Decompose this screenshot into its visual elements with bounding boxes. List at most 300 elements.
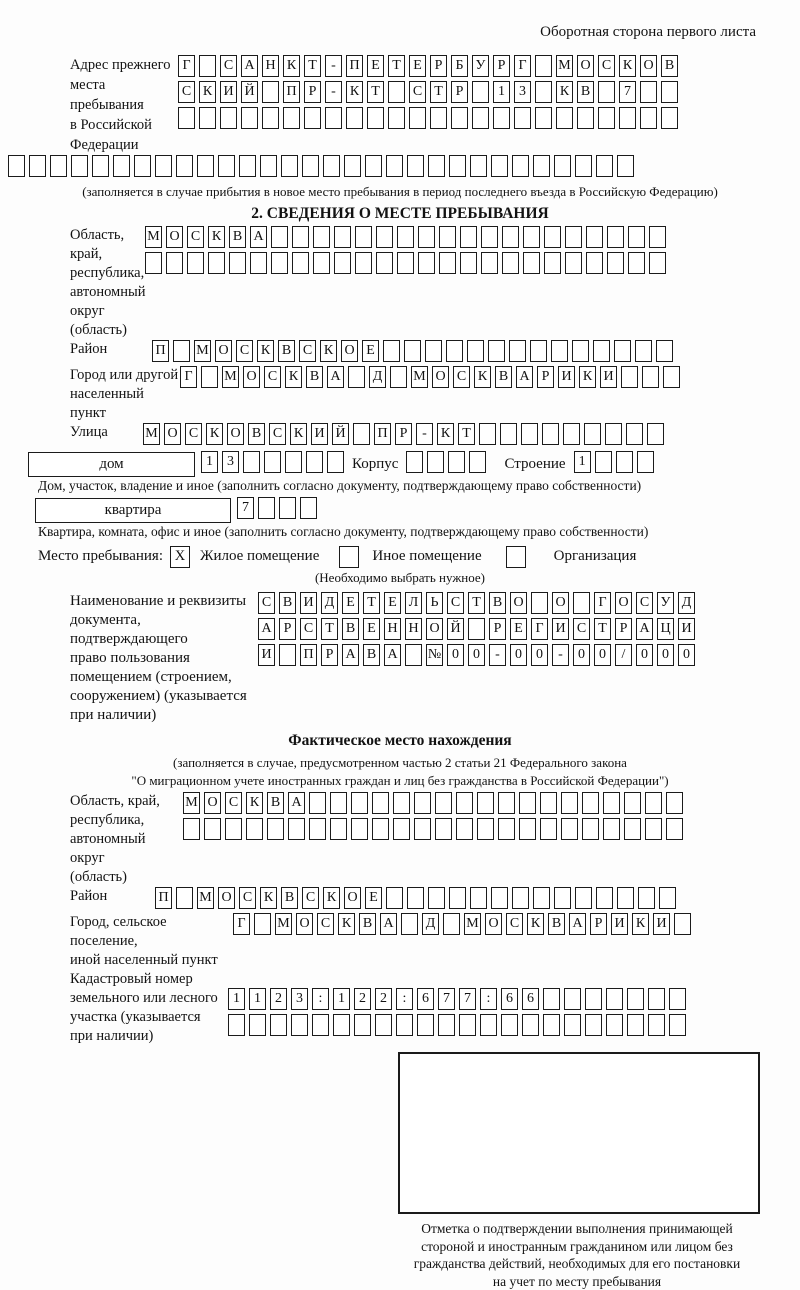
char-cell[interactable]: С <box>453 366 470 388</box>
char-cell[interactable] <box>584 423 601 445</box>
char-cell[interactable]: К <box>199 81 216 103</box>
char-cell[interactable] <box>271 226 288 248</box>
char-cell[interactable] <box>334 226 351 248</box>
char-cell[interactable]: С <box>264 366 281 388</box>
char-cell[interactable]: 2 <box>375 988 392 1010</box>
char-cell[interactable]: А <box>569 913 586 935</box>
char-cell[interactable] <box>586 226 603 248</box>
char-cell[interactable] <box>467 340 484 362</box>
char-cell[interactable] <box>606 1014 623 1036</box>
char-cell[interactable] <box>304 107 321 129</box>
char-cell[interactable]: 6 <box>522 988 539 1010</box>
char-cell[interactable] <box>390 366 407 388</box>
char-cell[interactable] <box>292 226 309 248</box>
char-cell[interactable]: О <box>640 55 657 77</box>
char-cell[interactable]: У <box>657 592 674 614</box>
char-cell[interactable]: С <box>258 592 275 614</box>
char-cell[interactable] <box>407 887 424 909</box>
char-cell[interactable]: О <box>615 592 632 614</box>
char-cell[interactable] <box>435 818 452 840</box>
char-cell[interactable]: Т <box>304 55 321 77</box>
char-cell[interactable] <box>393 792 410 814</box>
char-cell[interactable]: Г <box>178 55 195 77</box>
char-cell[interactable] <box>661 107 678 129</box>
char-cell[interactable]: М <box>464 913 481 935</box>
char-cell[interactable]: О <box>577 55 594 77</box>
char-cell[interactable]: К <box>437 423 454 445</box>
char-cell[interactable] <box>565 252 582 274</box>
char-cell[interactable]: А <box>380 913 397 935</box>
char-cell[interactable] <box>325 107 342 129</box>
char-cell[interactable]: 0 <box>447 644 464 666</box>
char-cell[interactable]: П <box>300 644 317 666</box>
char-cell[interactable]: Н <box>384 618 401 640</box>
char-cell[interactable]: Й <box>447 618 464 640</box>
char-cell[interactable] <box>586 252 603 274</box>
char-cell[interactable] <box>396 1014 413 1036</box>
char-cell[interactable]: И <box>311 423 328 445</box>
char-cell[interactable] <box>323 155 340 177</box>
char-cell[interactable]: К <box>323 887 340 909</box>
char-cell[interactable] <box>523 252 540 274</box>
char-cell[interactable] <box>313 226 330 248</box>
char-cell[interactable] <box>535 55 552 77</box>
char-cell[interactable]: И <box>558 366 575 388</box>
char-cell[interactable]: И <box>300 592 317 614</box>
char-cell[interactable]: И <box>552 618 569 640</box>
char-cell[interactable]: Т <box>367 81 384 103</box>
char-cell[interactable] <box>428 887 445 909</box>
char-cell[interactable]: Г <box>233 913 250 935</box>
char-cell[interactable]: Р <box>537 366 554 388</box>
char-cell[interactable]: 6 <box>501 988 518 1010</box>
char-cell[interactable] <box>409 107 426 129</box>
char-cell[interactable] <box>582 792 599 814</box>
char-cell[interactable] <box>638 887 655 909</box>
char-cell[interactable]: Т <box>321 618 338 640</box>
char-cell[interactable] <box>264 451 281 473</box>
char-cell[interactable] <box>502 252 519 274</box>
char-cell[interactable] <box>564 1014 581 1036</box>
char-cell[interactable] <box>283 107 300 129</box>
char-cell[interactable] <box>243 451 260 473</box>
char-cell[interactable] <box>616 451 633 473</box>
char-cell[interactable] <box>607 252 624 274</box>
char-cell[interactable] <box>225 818 242 840</box>
char-cell[interactable]: Л <box>405 592 422 614</box>
char-cell[interactable] <box>71 155 88 177</box>
char-cell[interactable] <box>603 792 620 814</box>
char-cell[interactable] <box>551 340 568 362</box>
char-cell[interactable]: 2 <box>270 988 287 1010</box>
char-cell[interactable] <box>501 1014 518 1036</box>
char-cell[interactable]: Д <box>321 592 338 614</box>
char-cell[interactable]: К <box>346 81 363 103</box>
char-cell[interactable]: Е <box>363 618 380 640</box>
char-cell[interactable]: - <box>489 644 506 666</box>
char-cell[interactable] <box>554 887 571 909</box>
char-cell[interactable]: В <box>281 887 298 909</box>
char-cell[interactable]: О <box>510 592 527 614</box>
char-cell[interactable] <box>596 155 613 177</box>
char-cell[interactable] <box>197 155 214 177</box>
char-cell[interactable]: И <box>220 81 237 103</box>
char-cell[interactable]: К <box>619 55 636 77</box>
char-cell[interactable] <box>451 107 468 129</box>
char-cell[interactable]: 3 <box>222 451 239 473</box>
char-cell[interactable] <box>519 792 536 814</box>
char-cell[interactable] <box>470 155 487 177</box>
char-cell[interactable]: К <box>246 792 263 814</box>
char-cell[interactable] <box>334 252 351 274</box>
char-cell[interactable] <box>375 1014 392 1036</box>
char-cell[interactable]: А <box>241 55 258 77</box>
char-cell[interactable]: А <box>258 618 275 640</box>
char-cell[interactable] <box>669 1014 686 1036</box>
char-cell[interactable]: : <box>396 988 413 1010</box>
char-cell[interactable] <box>418 226 435 248</box>
char-cell[interactable]: В <box>229 226 246 248</box>
char-cell[interactable] <box>596 887 613 909</box>
char-cell[interactable] <box>459 1014 476 1036</box>
char-cell[interactable] <box>556 107 573 129</box>
char-cell[interactable]: О <box>552 592 569 614</box>
char-cell[interactable]: 7 <box>237 497 254 519</box>
char-cell[interactable] <box>544 252 561 274</box>
char-cell[interactable] <box>300 497 317 519</box>
char-cell[interactable] <box>456 792 473 814</box>
char-cell[interactable] <box>480 1014 497 1036</box>
char-cell[interactable]: Р <box>451 81 468 103</box>
char-cell[interactable]: Р <box>321 644 338 666</box>
char-cell[interactable] <box>493 107 510 129</box>
char-cell[interactable] <box>577 107 594 129</box>
char-cell[interactable] <box>531 592 548 614</box>
char-cell[interactable] <box>438 1014 455 1036</box>
char-cell[interactable] <box>628 252 645 274</box>
char-cell[interactable] <box>540 792 557 814</box>
char-cell[interactable] <box>367 107 384 129</box>
char-cell[interactable] <box>155 155 172 177</box>
char-cell[interactable] <box>348 366 365 388</box>
char-cell[interactable] <box>446 340 463 362</box>
char-cell[interactable] <box>640 107 657 129</box>
char-cell[interactable]: № <box>426 644 443 666</box>
char-cell[interactable] <box>469 451 486 473</box>
char-cell[interactable]: П <box>155 887 172 909</box>
char-cell[interactable] <box>405 644 422 666</box>
char-cell[interactable]: Г <box>514 55 531 77</box>
char-cell[interactable] <box>491 155 508 177</box>
char-cell[interactable]: В <box>342 618 359 640</box>
char-cell[interactable] <box>533 887 550 909</box>
char-cell[interactable] <box>477 818 494 840</box>
char-cell[interactable] <box>254 913 271 935</box>
char-cell[interactable]: С <box>220 55 237 77</box>
char-cell[interactable] <box>29 155 46 177</box>
char-cell[interactable]: П <box>346 55 363 77</box>
char-cell[interactable] <box>635 340 652 362</box>
char-cell[interactable]: К <box>474 366 491 388</box>
char-cell[interactable]: С <box>187 226 204 248</box>
char-cell[interactable] <box>659 887 676 909</box>
char-cell[interactable]: А <box>288 792 305 814</box>
char-cell[interactable] <box>522 1014 539 1036</box>
char-cell[interactable]: - <box>325 81 342 103</box>
char-cell[interactable]: - <box>416 423 433 445</box>
char-cell[interactable]: : <box>480 988 497 1010</box>
char-cell[interactable] <box>279 497 296 519</box>
char-cell[interactable] <box>617 155 634 177</box>
char-cell[interactable] <box>563 423 580 445</box>
char-cell[interactable]: Т <box>458 423 475 445</box>
char-cell[interactable]: Е <box>362 340 379 362</box>
char-cell[interactable]: О <box>204 792 221 814</box>
char-cell[interactable] <box>614 340 631 362</box>
char-cell[interactable] <box>500 423 517 445</box>
char-cell[interactable] <box>166 252 183 274</box>
char-cell[interactable]: М <box>222 366 239 388</box>
char-cell[interactable]: 3 <box>514 81 531 103</box>
char-cell[interactable] <box>606 988 623 1010</box>
char-cell[interactable] <box>603 818 620 840</box>
char-cell[interactable] <box>417 1014 434 1036</box>
char-cell[interactable] <box>582 818 599 840</box>
char-cell[interactable]: П <box>283 81 300 103</box>
char-cell[interactable]: С <box>299 340 316 362</box>
char-cell[interactable]: С <box>178 81 195 103</box>
char-cell[interactable] <box>425 340 442 362</box>
char-cell[interactable] <box>262 81 279 103</box>
char-cell[interactable] <box>439 226 456 248</box>
char-cell[interactable] <box>543 988 560 1010</box>
char-cell[interactable] <box>585 988 602 1010</box>
char-cell[interactable] <box>386 155 403 177</box>
char-cell[interactable]: Е <box>409 55 426 77</box>
residence-type-checkbox-inoe[interactable] <box>339 546 359 568</box>
char-cell[interactable]: 1 <box>201 451 218 473</box>
char-cell[interactable]: О <box>166 226 183 248</box>
char-cell[interactable] <box>472 107 489 129</box>
char-cell[interactable]: С <box>447 592 464 614</box>
char-cell[interactable] <box>595 451 612 473</box>
char-cell[interactable]: В <box>363 644 380 666</box>
char-cell[interactable]: К <box>338 913 355 935</box>
char-cell[interactable] <box>267 818 284 840</box>
char-cell[interactable]: В <box>248 423 265 445</box>
char-cell[interactable]: К <box>206 423 223 445</box>
char-cell[interactable] <box>401 913 418 935</box>
char-cell[interactable]: Б <box>451 55 468 77</box>
char-cell[interactable] <box>666 792 683 814</box>
char-cell[interactable] <box>502 226 519 248</box>
char-cell[interactable] <box>472 81 489 103</box>
char-cell[interactable] <box>561 792 578 814</box>
char-cell[interactable]: 0 <box>678 644 695 666</box>
char-cell[interactable] <box>535 107 552 129</box>
char-cell[interactable]: А <box>516 366 533 388</box>
char-cell[interactable] <box>554 155 571 177</box>
char-cell[interactable] <box>228 1014 245 1036</box>
char-cell[interactable] <box>279 644 296 666</box>
char-cell[interactable] <box>637 451 654 473</box>
char-cell[interactable]: Й <box>241 81 258 103</box>
char-cell[interactable] <box>575 155 592 177</box>
char-cell[interactable]: 0 <box>636 644 653 666</box>
char-cell[interactable]: Т <box>430 81 447 103</box>
char-cell[interactable]: О <box>164 423 181 445</box>
char-cell[interactable]: : <box>312 988 329 1010</box>
char-cell[interactable] <box>388 107 405 129</box>
char-cell[interactable]: С <box>573 618 590 640</box>
char-cell[interactable] <box>509 340 526 362</box>
char-cell[interactable]: / <box>615 644 632 666</box>
char-cell[interactable]: 1 <box>574 451 591 473</box>
char-cell[interactable]: Е <box>367 55 384 77</box>
char-cell[interactable]: А <box>384 644 401 666</box>
char-cell[interactable] <box>176 155 193 177</box>
char-cell[interactable] <box>491 887 508 909</box>
char-cell[interactable] <box>393 818 410 840</box>
char-cell[interactable]: К <box>208 226 225 248</box>
char-cell[interactable] <box>585 1014 602 1036</box>
char-cell[interactable] <box>565 226 582 248</box>
char-cell[interactable] <box>498 792 515 814</box>
char-cell[interactable] <box>354 1014 371 1036</box>
char-cell[interactable]: М <box>183 792 200 814</box>
char-cell[interactable]: Г <box>180 366 197 388</box>
char-cell[interactable] <box>669 988 686 1010</box>
char-cell[interactable]: Р <box>489 618 506 640</box>
char-cell[interactable]: 6 <box>417 988 434 1010</box>
char-cell[interactable] <box>397 252 414 274</box>
char-cell[interactable]: Е <box>365 887 382 909</box>
char-cell[interactable]: О <box>344 887 361 909</box>
char-cell[interactable]: К <box>320 340 337 362</box>
char-cell[interactable] <box>291 1014 308 1036</box>
char-cell[interactable]: Н <box>405 618 422 640</box>
char-cell[interactable]: Т <box>363 592 380 614</box>
char-cell[interactable] <box>418 252 435 274</box>
char-cell[interactable]: М <box>143 423 160 445</box>
char-cell[interactable]: 7 <box>619 81 636 103</box>
char-cell[interactable] <box>260 155 277 177</box>
char-cell[interactable]: Д <box>422 913 439 935</box>
char-cell[interactable] <box>521 423 538 445</box>
char-cell[interactable]: 0 <box>573 644 590 666</box>
char-cell[interactable]: Р <box>430 55 447 77</box>
char-cell[interactable] <box>239 155 256 177</box>
char-cell[interactable] <box>575 887 592 909</box>
char-cell[interactable] <box>288 818 305 840</box>
char-cell[interactable]: С <box>236 340 253 362</box>
char-cell[interactable] <box>456 818 473 840</box>
char-cell[interactable] <box>481 226 498 248</box>
char-cell[interactable]: О <box>426 618 443 640</box>
char-cell[interactable] <box>519 818 536 840</box>
char-cell[interactable] <box>443 913 460 935</box>
char-cell[interactable] <box>145 252 162 274</box>
char-cell[interactable]: В <box>278 340 295 362</box>
char-cell[interactable] <box>535 81 552 103</box>
char-cell[interactable]: С <box>636 592 653 614</box>
char-cell[interactable] <box>607 226 624 248</box>
char-cell[interactable] <box>542 423 559 445</box>
char-cell[interactable]: С <box>300 618 317 640</box>
char-cell[interactable] <box>573 592 590 614</box>
char-cell[interactable] <box>229 252 246 274</box>
char-cell[interactable]: В <box>359 913 376 935</box>
char-cell[interactable]: 0 <box>531 644 548 666</box>
char-cell[interactable] <box>285 451 302 473</box>
char-cell[interactable]: В <box>495 366 512 388</box>
char-cell[interactable] <box>435 792 452 814</box>
char-cell[interactable]: О <box>227 423 244 445</box>
char-cell[interactable] <box>439 252 456 274</box>
char-cell[interactable] <box>645 818 662 840</box>
char-cell[interactable] <box>281 155 298 177</box>
char-cell[interactable] <box>430 107 447 129</box>
char-cell[interactable]: 0 <box>468 644 485 666</box>
char-cell[interactable]: М <box>275 913 292 935</box>
char-cell[interactable] <box>372 818 389 840</box>
char-cell[interactable]: О <box>243 366 260 388</box>
char-cell[interactable] <box>176 887 193 909</box>
char-cell[interactable] <box>306 451 323 473</box>
char-cell[interactable]: 1 <box>228 988 245 1010</box>
char-cell[interactable] <box>246 818 263 840</box>
char-cell[interactable] <box>642 366 659 388</box>
char-cell[interactable] <box>330 818 347 840</box>
char-cell[interactable] <box>312 1014 329 1036</box>
char-cell[interactable] <box>512 887 529 909</box>
char-cell[interactable]: В <box>548 913 565 935</box>
char-cell[interactable] <box>270 1014 287 1036</box>
char-cell[interactable] <box>640 81 657 103</box>
char-cell[interactable]: Р <box>395 423 412 445</box>
char-cell[interactable]: Д <box>678 592 695 614</box>
char-cell[interactable] <box>271 252 288 274</box>
char-cell[interactable]: О <box>432 366 449 388</box>
char-cell[interactable]: С <box>239 887 256 909</box>
char-cell[interactable] <box>407 155 424 177</box>
char-cell[interactable]: И <box>653 913 670 935</box>
char-cell[interactable] <box>460 226 477 248</box>
char-cell[interactable]: С <box>598 55 615 77</box>
char-cell[interactable] <box>351 792 368 814</box>
char-cell[interactable] <box>543 1014 560 1036</box>
char-cell[interactable]: М <box>411 366 428 388</box>
char-cell[interactable] <box>530 340 547 362</box>
char-cell[interactable] <box>564 988 581 1010</box>
char-cell[interactable]: М <box>197 887 214 909</box>
char-cell[interactable]: К <box>285 366 302 388</box>
char-cell[interactable]: В <box>577 81 594 103</box>
char-cell[interactable] <box>647 423 664 445</box>
char-cell[interactable] <box>113 155 130 177</box>
char-cell[interactable] <box>92 155 109 177</box>
char-cell[interactable] <box>598 81 615 103</box>
char-cell[interactable] <box>628 226 645 248</box>
char-cell[interactable] <box>201 366 218 388</box>
char-cell[interactable]: К <box>527 913 544 935</box>
char-cell[interactable] <box>427 451 444 473</box>
char-cell[interactable]: Р <box>279 618 296 640</box>
char-cell[interactable] <box>355 226 372 248</box>
char-cell[interactable] <box>621 366 638 388</box>
char-cell[interactable] <box>645 792 662 814</box>
char-cell[interactable] <box>346 107 363 129</box>
